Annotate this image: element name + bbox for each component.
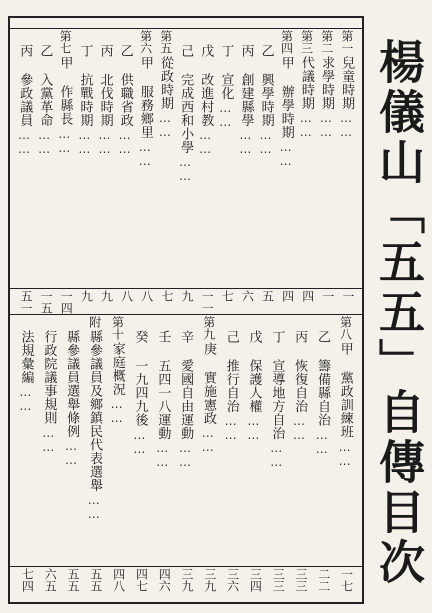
toc-leader-dots: ⋯⋯ bbox=[41, 428, 56, 457]
toc-entry-label: 第七 bbox=[58, 30, 73, 54]
toc-entry bbox=[153, 316, 172, 592]
toc-leader-dots: ⋯⋯ bbox=[318, 114, 333, 142]
toc-entry bbox=[317, 30, 335, 302]
toc-entry-label: 第一 bbox=[339, 30, 354, 54]
toc-entry-title: 壬 五四一八運動 bbox=[155, 330, 171, 440]
toc-entry-title: 甲 辦學時期 bbox=[278, 56, 294, 139]
toc-leader-dots: ⋯⋯ bbox=[278, 143, 293, 171]
toc-entry-title: 縣參議員選舉條例 bbox=[64, 330, 80, 438]
toc-entry bbox=[16, 316, 35, 592]
toc-entry bbox=[136, 30, 154, 302]
toc-leader-dots: ⋯⋯ bbox=[18, 388, 33, 416]
toc-leader-dots: ⋯⋯ bbox=[57, 129, 72, 158]
toc-page-number: 五五 bbox=[88, 568, 103, 592]
toc-entry bbox=[75, 30, 94, 302]
toc-entry-title: 甲 服務鄉里 bbox=[137, 56, 153, 139]
toc-page-number: 七四 bbox=[20, 568, 35, 592]
toc-page-number: 四 bbox=[280, 290, 295, 302]
toc-page-number: 三四 bbox=[248, 568, 263, 592]
toc-entry bbox=[130, 316, 149, 592]
toc-leader-dots: ⋯⋯ bbox=[292, 417, 306, 445]
toc-leader-dots: ⋯⋯ bbox=[269, 444, 284, 472]
toc-entry-title: 丙 創建縣學 bbox=[238, 44, 254, 127]
toc-entry-title: 乙 供職省政 bbox=[117, 44, 133, 127]
toc-entry-title: 丁 抗戰時期 bbox=[77, 44, 93, 127]
toc-entry bbox=[290, 316, 308, 592]
toc-leader-dots: ⋯⋯ bbox=[218, 104, 233, 132]
toc-entry bbox=[35, 30, 54, 314]
toc-entry bbox=[62, 316, 80, 592]
toc-entry-title: 乙 入黨革命 bbox=[37, 44, 53, 127]
toc-entry bbox=[216, 30, 235, 302]
toc-leader-dots: ⋯⋯ bbox=[337, 442, 352, 471]
top-page-rule bbox=[10, 288, 362, 289]
toc-page-number: 三九 bbox=[180, 568, 194, 592]
toc-page-number: 五一 bbox=[19, 290, 34, 314]
toc-entry bbox=[108, 316, 126, 592]
toc-page-number: 九 bbox=[180, 290, 194, 302]
toc-leader-dots: ⋯⋯ bbox=[137, 143, 152, 171]
toc-entry-title: 家庭概況 bbox=[109, 342, 125, 396]
document-title: 楊儀山「五五」自傳目次 bbox=[372, 38, 426, 588]
toc-leader-dots: ⋯⋯ bbox=[238, 131, 253, 159]
toc-entry bbox=[96, 30, 114, 302]
toc-leader-dots: ⋯⋯ bbox=[97, 131, 112, 159]
toc-leader-dots: ⋯⋯ bbox=[258, 131, 273, 159]
toc-leader-dots: ⋯⋯ bbox=[178, 158, 192, 186]
toc-leader-dots: ⋯⋯ bbox=[77, 131, 92, 159]
toc-entry-title: 丁 宣導地方自治 bbox=[269, 330, 285, 440]
toc-entry-title: 乙 興學時期 bbox=[258, 44, 274, 127]
toc-entry-title: 甲 黨政訓練班 bbox=[337, 342, 353, 439]
toc-leader-dots: ⋯⋯ bbox=[109, 400, 124, 428]
toc-leader-dots: ⋯⋯ bbox=[155, 444, 170, 472]
toc-entry-title: 甲 作縣長 bbox=[57, 56, 73, 126]
toc-leader-dots: ⋯⋯ bbox=[157, 114, 172, 142]
toc-page-number: 三三 bbox=[271, 568, 286, 592]
toc-page-number: 一一 bbox=[200, 290, 215, 314]
toc-entry-title: 戊 改進村教 bbox=[198, 44, 214, 127]
toc-leader-dots: ⋯⋯ bbox=[338, 114, 353, 142]
toc-leader-dots: ⋯⋯ bbox=[86, 496, 101, 524]
toc-entry-label: 第十 bbox=[110, 316, 125, 340]
toc-page-number: 三九 bbox=[202, 568, 217, 592]
toc-entry-title: 行政院議事規則 bbox=[41, 330, 57, 425]
toc-leader-dots: ⋯⋯ bbox=[117, 131, 132, 159]
bottom-page-rule bbox=[10, 566, 362, 567]
toc-page-number: 八 bbox=[119, 290, 134, 302]
toc-entry-label: 第六 bbox=[138, 30, 153, 54]
toc-leader-dots: ⋯⋯ bbox=[223, 417, 238, 445]
toc-entry-label: 第五 bbox=[158, 30, 173, 54]
toc-page-number: 三六 bbox=[225, 568, 240, 592]
section-divider bbox=[10, 314, 362, 315]
toc-page-number: 九 bbox=[79, 290, 94, 302]
toc-page-number: 一四 bbox=[59, 290, 74, 314]
toc-entry bbox=[277, 30, 295, 302]
toc-entry bbox=[313, 316, 331, 592]
toc-leader-dots: ⋯⋯ bbox=[64, 442, 78, 470]
toc-page-number: 一 bbox=[320, 290, 335, 302]
toc-entry-title: 代議時期 bbox=[298, 56, 314, 110]
toc-entry-label: 第九 bbox=[201, 316, 216, 340]
toc-page-number: 七 bbox=[159, 290, 174, 302]
toc-page-number: 六五 bbox=[43, 568, 58, 592]
toc-page-number: 四 bbox=[300, 290, 315, 302]
toc-entry-title: 乙 籌備縣自治 bbox=[314, 330, 330, 427]
toc-entry bbox=[116, 30, 134, 302]
toc-entry bbox=[176, 316, 194, 592]
toc-page-number: 四七 bbox=[134, 568, 149, 592]
toc-leader-dots: ⋯⋯ bbox=[132, 430, 147, 459]
toc-entry bbox=[85, 316, 103, 592]
toc-page-number: 四六 bbox=[157, 568, 172, 592]
toc-leader-dots: ⋯⋯ bbox=[37, 131, 52, 159]
toc-entry-label: 第二 bbox=[319, 30, 334, 54]
toc-leader-dots: ⋯⋯ bbox=[17, 131, 32, 159]
toc-entry bbox=[199, 316, 217, 592]
toc-page-number: 九 bbox=[99, 290, 114, 302]
toc-entry-title: 癸 一九四九後 bbox=[132, 330, 148, 427]
toc-entry bbox=[15, 30, 34, 314]
toc-entry-title: 己 推行自治 bbox=[223, 330, 239, 413]
toc-entry-title: 丙 恢復自治 bbox=[292, 330, 308, 413]
toc-page-number: 四八 bbox=[111, 568, 126, 592]
toc-entry-title: 庚 實施憲政 bbox=[200, 342, 216, 425]
toc-entry bbox=[267, 316, 286, 592]
toc-entry-title: 丙 參政議員 bbox=[17, 44, 33, 127]
toc-entry-title: 己 完成西和小學 bbox=[178, 44, 194, 154]
toc-entry bbox=[256, 30, 275, 302]
toc-entry-title: 縣參議員及鄉鎮民代表選舉 bbox=[86, 330, 102, 492]
toc-page-number: 一五 bbox=[39, 290, 54, 314]
toc-entry-label: 第三 bbox=[299, 30, 314, 54]
toc-entry-title: 求學時期 bbox=[318, 56, 334, 110]
toc-entry bbox=[236, 30, 255, 302]
toc-page-number: 五 bbox=[260, 290, 275, 302]
toc-entry-title: 法規彙編 bbox=[18, 330, 34, 384]
toc-entry-title: 辛 愛國自由運動 bbox=[178, 330, 194, 440]
toc-entry-label: 第八 bbox=[338, 316, 353, 340]
toc-entry bbox=[39, 316, 58, 592]
toc-entry bbox=[156, 30, 174, 302]
toc-entry-label: 附 bbox=[87, 316, 102, 328]
toc-page-number: 二二 bbox=[316, 568, 331, 592]
toc-page-number: 五五 bbox=[66, 568, 80, 592]
toc-entry-title: 從政時期 bbox=[158, 56, 174, 110]
toc-page-number: 七 bbox=[220, 290, 235, 302]
toc-entry bbox=[337, 30, 355, 302]
toc-entry bbox=[297, 30, 315, 302]
toc-entry bbox=[244, 316, 263, 592]
toc-leader-dots: ⋯⋯ bbox=[298, 114, 313, 142]
toc-leader-dots: ⋯⋯ bbox=[200, 429, 215, 457]
toc-leader-dots: ⋯⋯ bbox=[178, 444, 192, 472]
top-rule bbox=[10, 28, 362, 29]
toc-page-number: 一 bbox=[340, 290, 355, 302]
toc-page-number: 三三 bbox=[294, 568, 308, 592]
toc-entry bbox=[196, 30, 215, 314]
toc-entry-title: 兒童時期 bbox=[339, 56, 355, 110]
toc-page-number: 一七 bbox=[339, 568, 354, 592]
toc-entry-title: 丙 北伐時期 bbox=[97, 44, 113, 127]
toc-entry bbox=[55, 30, 74, 314]
toc-entry bbox=[222, 316, 240, 592]
toc-leader-dots: ⋯⋯ bbox=[314, 430, 329, 459]
toc-entry bbox=[336, 316, 354, 592]
toc-page-number: 六 bbox=[240, 290, 255, 302]
toc-entry bbox=[176, 30, 194, 302]
toc-entry-label: 第四 bbox=[279, 30, 294, 54]
toc-leader-dots: ⋯⋯ bbox=[246, 417, 261, 445]
toc-entry-title: 戊 保護人權 bbox=[246, 330, 262, 413]
toc-entry-title: 丁 宣化 bbox=[218, 44, 234, 100]
toc-leader-dots: ⋯⋯ bbox=[198, 131, 213, 159]
toc-page-number: 八 bbox=[139, 290, 154, 302]
